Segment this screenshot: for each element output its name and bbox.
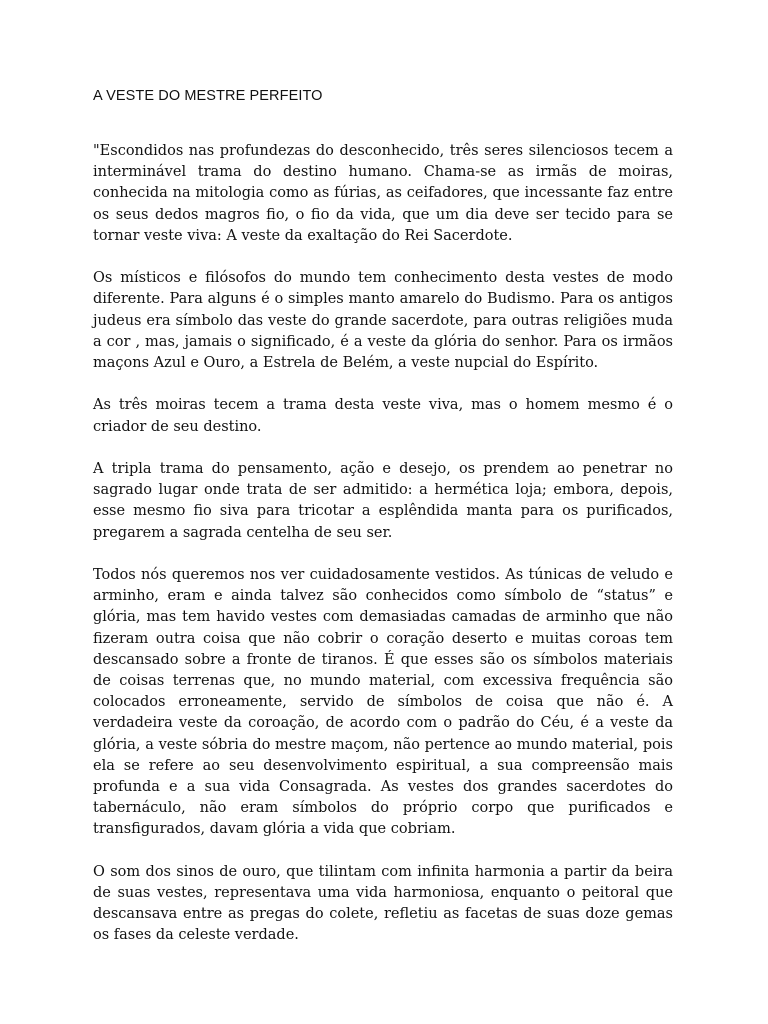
paragraph-4: A tripla trama do pensamento, ação e desejo, os prendem ao penetrar no sagrado lugar onde trata de ser admitido: a hermética loja; embora, depois, esse mesmo fio siva para tricotar a esplêndida manta para os purificados, pregarem a sagrada centelha de seu ser. [93,461,673,541]
paragraph-1: "Escondidos nas profundezas do desconhecido, três seres silenciosos tecem a interminável trama do destino humano. Chama-se as irmãs de moiras, conhecida na mitologia como as fúrias, as ceifadores, que incessante faz entre os seus dedos magros fio, o fio da vida, que um dia deve ser tecido para se tornar veste viva: A veste da exaltação do Rei Sacerdote. [93,143,673,244]
paragraph-3: As três moiras tecem a trama desta veste viva, mas o homem mesmo é o criador de seu destino. [93,397,673,435]
paragraph-6: O som dos sinos de ouro, que tilintam com infinita harmonia a partir da beira de suas vestes, representava uma vida harmoniosa, enquanto o peitoral que descansava entre as pregas do colete, refletiu as facetas de suas doze gemas os fases da celeste verdade. [93,863,673,944]
document-body [93,141,673,947]
document-title: A VESTE DO MESTRE PERFEITO [93,88,323,104]
paragraph-2: Os místicos e filósofos do mundo tem conhecimento desta vestes de modo diferente. Para alguns é o simples manto amarelo do Budismo. Para os antigos judeus era símbolo das veste do grande sacerdote, para outras religiões muda a cor , mas, jamais o significado, é a veste da glória do senhor. Para os irmãos maçons Azul e Ouro, a Estrela de Belém, a veste nupcial do Espírito. [93,270,673,372]
paragraph-5: Todos nós queremos nos ver cuidadosamente vestidos. As túnicas de veludo e arminho, eram e ainda talvez são conhecidos como símbolo de “status” e glória, mas tem havido vestes com demasiadas camadas de arminho que não fizeram outra coisa que não cobrir o coração deserto e muitas coroas tem descansado sobre a fronte de tiranos. É que esses são os símbolos materiais de coisas terrenas que, no mundo material, com excessiva frequência são colocados erroneamente, servido de símbolos de coisa que não é. A verdadeira veste da coroação, de acordo com o padrão do Céu, é a veste da glória, a veste sóbria do mestre maçom, não pertence ao mundo material, pois ela se refere ao seu desenvolvimento espiritual, a sua compreensão mais profunda e a sua vida Consagrada. As vestes dos grandes sacerdotes do tabernáculo, não eram símbolos do próprio corpo que purificados e transfigurados, davam glória a vida que cobriam. [93,567,673,838]
